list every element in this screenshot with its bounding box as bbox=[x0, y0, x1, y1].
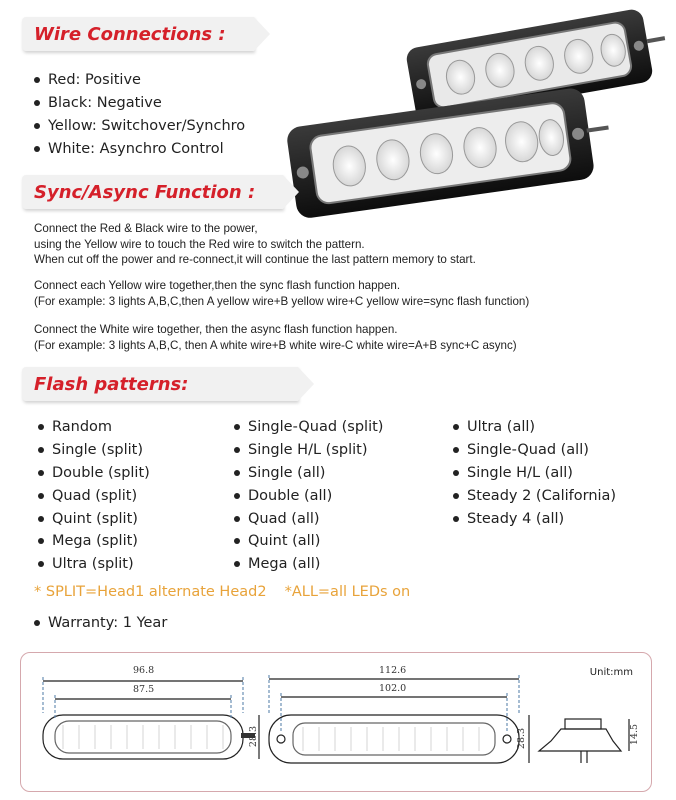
list-item: Quint (split) bbox=[38, 507, 150, 530]
all-note: *ALL=all LEDs on bbox=[284, 584, 411, 600]
dimension-drawing bbox=[21, 653, 653, 793]
sync-paragraph-3: Connect the White wire together, then the async flash function happen. (For example: 3 lights A,B,C, then A white wire+B white wire-C white wire=A+B sync+C async) bbox=[34, 323, 517, 352]
dimension-diagram bbox=[20, 652, 652, 792]
flash-patterns-header bbox=[22, 366, 298, 402]
flash-patterns-title: Flash patterns: bbox=[34, 373, 189, 395]
list-item: Ultra (all) bbox=[453, 416, 616, 439]
list-item: Mega (split) bbox=[38, 530, 150, 553]
list-item: Single-Quad (split) bbox=[234, 416, 383, 439]
list-item: Steady 4 (all) bbox=[453, 507, 616, 530]
warranty-item: Warranty: 1 Year bbox=[34, 612, 167, 634]
list-item: Quad (all) bbox=[234, 507, 383, 530]
unit-label: Unit:mm bbox=[589, 667, 633, 678]
list-item: Single H/L (split) bbox=[234, 439, 383, 462]
list-item: Single H/L (all) bbox=[453, 462, 616, 485]
sync-async-header bbox=[22, 174, 283, 210]
flash-patterns-col1 bbox=[38, 416, 150, 576]
split-note: * SPLIT=Head1 alternate Head2 bbox=[34, 584, 267, 600]
warranty-list bbox=[34, 612, 167, 634]
list-item: Ultra (split) bbox=[38, 553, 150, 576]
list-item: Single-Quad (all) bbox=[453, 439, 616, 462]
profile-height-dim: 14.5 bbox=[629, 723, 641, 746]
split-all-note bbox=[34, 584, 410, 600]
sync-paragraph-2: Connect each Yellow wire together,then the sync flash function happen. (For example: 3 lights A,B,C,then A yellow wire+B yellow wire+C yellow wire=sync flash function) bbox=[34, 279, 530, 308]
product-photo bbox=[280, 8, 670, 223]
list-item: Mega (all) bbox=[234, 553, 383, 576]
side-height-dim: 28.3 bbox=[248, 725, 260, 748]
list-item: Red: Positive bbox=[34, 68, 245, 91]
front-outer-dim: 112.6 bbox=[379, 665, 407, 676]
wire-connections-list bbox=[34, 68, 245, 160]
list-item: Yellow: Switchover/Synchro bbox=[34, 114, 245, 137]
side-inner-dim: 87.5 bbox=[133, 684, 155, 695]
front-inner-dim: 102.0 bbox=[379, 683, 407, 694]
front-height-dim: 28.3 bbox=[516, 727, 528, 750]
list-item: Double (split) bbox=[38, 462, 150, 485]
list-item: Random bbox=[38, 416, 150, 439]
flash-patterns-col3 bbox=[453, 416, 616, 530]
wire-connections-header bbox=[22, 16, 254, 52]
list-item: Single (split) bbox=[38, 439, 150, 462]
list-item: Single (all) bbox=[234, 462, 383, 485]
flash-patterns-col2 bbox=[234, 416, 383, 576]
list-item: Black: Negative bbox=[34, 91, 245, 114]
list-item: White: Asynchro Control bbox=[34, 137, 245, 160]
side-outer-dim: 96.8 bbox=[133, 665, 155, 676]
list-item: Steady 2 (California) bbox=[453, 484, 616, 507]
list-item: Quad (split) bbox=[38, 484, 150, 507]
list-item: Quint (all) bbox=[234, 530, 383, 553]
sync-paragraph-1: Connect the Red & Black wire to the power, using the Yellow wire to touch the Red wire to switch the pattern. When cut off the power and re-connect,it will continue the last pattern memory to start. bbox=[34, 222, 476, 266]
sync-async-title: Sync/Async Function : bbox=[34, 181, 256, 203]
wire-connections-title: Wire Connections : bbox=[34, 23, 226, 45]
list-item: Double (all) bbox=[234, 484, 383, 507]
